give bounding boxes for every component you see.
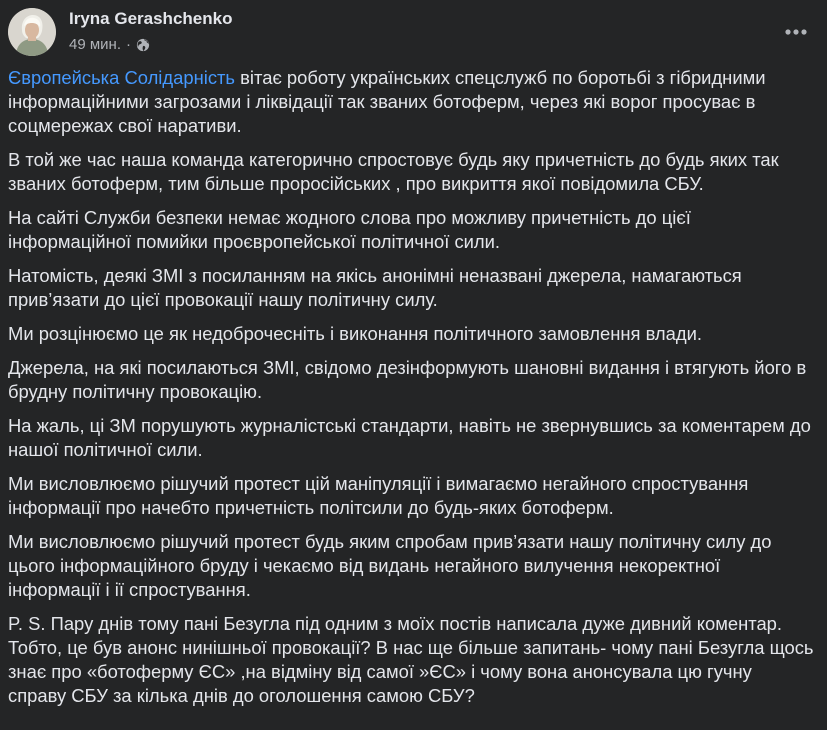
meta-separator: · bbox=[126, 36, 131, 53]
more-options-icon[interactable] bbox=[783, 22, 809, 42]
paragraph-text: вітає роботу українських спецслужб по боротьбі з гібридними інформаційними загрозами і ліквідації так званих ботоферм, через які ворог просуває в соцмережах свої наративи. bbox=[8, 67, 766, 136]
page-link[interactable]: Європейська Солідарність bbox=[8, 67, 236, 88]
post-paragraph: Ми розцінюємо це як недоброчесніть і виконання політичного замовлення влади. bbox=[8, 323, 703, 344]
globe-icon[interactable] bbox=[136, 38, 150, 52]
post-paragraph: Натомість, деякі ЗМІ з посиланням на якісь анонімні неназвані джерела, намагаються прив’язати до цієї провокації нашу політичну силу. bbox=[8, 265, 742, 310]
post-paragraph: В той же час наша команда категорично спростовує будь яку причетність до будь яких так званих ботоферм, тим більше проросійських , про викриття якої повідомила СБУ. bbox=[8, 149, 779, 194]
post-timestamp[interactable]: 49 мин. bbox=[69, 36, 121, 53]
post-meta bbox=[69, 36, 150, 53]
author-name[interactable]: Iryna Gerashchenko bbox=[69, 9, 233, 28]
post-paragraph bbox=[8, 66, 814, 138]
post-paragraph: На жаль, ці ЗМ порушують журналістські стандарти, навіть не звернувшись за коментарем до нашої політичної сили. bbox=[8, 415, 811, 460]
post-paragraph: На сайті Служби безпеки немає жодного слова про можливу причетність до цієї інформаційної помийки проєвропейської політичної сили. bbox=[8, 207, 691, 252]
post-paragraph: Джерела, на які посилаються ЗМІ, свідомо дезінформують шановні видання і втягують його в брудну політичну провокацію. bbox=[8, 357, 807, 402]
post-paragraph: Ми висловлюємо рішучий протест цій маніпуляції і вимагаємо негайного спростування інформації про начебто причетність політсили до будь-яких ботоферм. bbox=[8, 473, 749, 518]
post-paragraph: Ми висловлюємо рішучий протест будь яким спробам прив’язати нашу політичну силу до цього інформаційного бруду і чекаємо від видань негайного вилучення некоректної інформації і ії спростування. bbox=[8, 531, 772, 600]
author-avatar[interactable] bbox=[8, 8, 56, 56]
avatar-portrait-icon bbox=[8, 8, 56, 56]
post-paragraph: P. S. Пару днів тому пані Безугла під одним з моїх постів написала дуже дивний коментар. Тобто, це був анонс нинішньої провокації? В нас ще більше запитань- чому пані Безугла щось знає про «ботоферму ЄС» ,на відміну від самої »ЄС» і чому вона анонсувала цю гучну справу СБУ за кілька днів до оголошення самою СБУ? bbox=[8, 613, 814, 706]
post-header bbox=[8, 6, 819, 56]
post-body bbox=[8, 66, 814, 718]
